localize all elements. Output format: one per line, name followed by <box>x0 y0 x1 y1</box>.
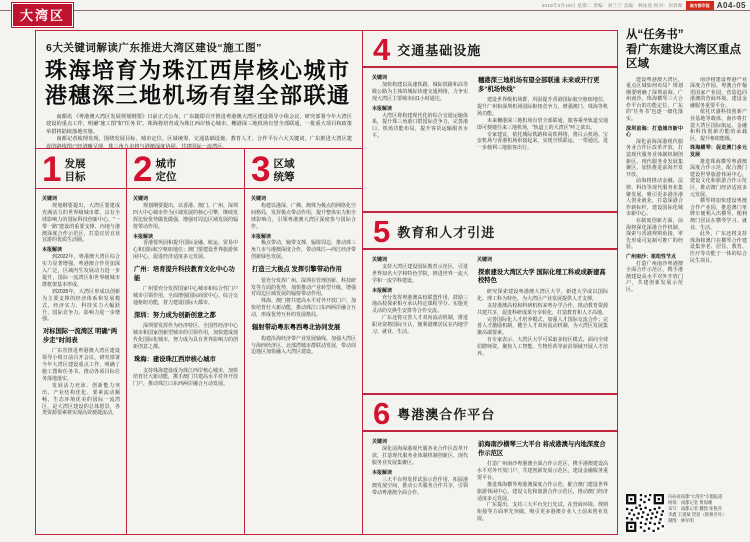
kicker: 6大关键词解读广东推进大湾区建设“施工图” <box>46 42 262 54</box>
text-line: 南都记者梳理发现，围绕发展目标、城市定位、区域统筹、交通基础设施、教育人才、合作平台六大关键词，广东推进大湾区建设的路线图已经清晰呈现，珠三角九市将与港澳深度协同、共建国际一流湾区。 <box>46 136 352 150</box>
subheading: 关键词 <box>42 196 58 202</box>
column-section-1 <box>36 149 126 534</box>
paragraph: 到2022年，粤港澳大湾区综合实力显著增强，粤港澳合作更加深入广泛，区域内生发展动力进一步提升，国际一流湾区和世界级城市群框架基本形成。 <box>42 254 120 288</box>
section-6-right-column <box>477 436 608 530</box>
paragraph: 支持港澳高校和科研机构来粤办学合作，推动教育资源共建共享，促进科研成果分享转化，打造教育和人才高地。 <box>477 302 608 316</box>
subheading: 广州：培育提升科技教育文化中心功能 <box>134 266 235 282</box>
page-number: A04-05 <box>716 1 746 10</box>
paragraph: 规划纲要提出，以香港、澳门、广州、深圳四大中心城市作为区域发展的核心引擎，继续发挥比较优势做优做强，增强对周边区域发展的辐射带动作用。 <box>133 202 239 230</box>
subheading: 本报解读 <box>251 233 272 240</box>
column-3-body <box>245 189 362 534</box>
side-article <box>626 28 747 538</box>
right-sections-region <box>363 31 617 534</box>
section-5-right-column <box>477 254 608 389</box>
text-line: 统筹：南都记者 黄海珊 <box>668 500 713 505</box>
section-number-5: 5 <box>373 214 391 249</box>
main-article-box <box>35 30 618 535</box>
paragraph: 极点带动，轴带支撑，辐射周边，推动珠三角九市与港澳深度合作，带动珠江—西江经济带创新绿色发展。 <box>251 240 357 261</box>
section-5-left-column <box>372 254 468 389</box>
paragraph: 广东省推进粤港澳大湾区建设领导小组日前召开会议，研究部署今年大湾区建设重点工作，明确了施工图和任务书，推动各项目标任务落地落实。 <box>42 348 120 382</box>
section-title-2 <box>155 154 176 183</box>
section-6-header <box>363 395 617 432</box>
qr-code <box>626 494 664 532</box>
paragraph: 打造广州南沙粤港澳全面合作示范区，携手港澳建设高水平对外开放门户，共建创新发展示范区。 <box>626 260 683 293</box>
side-article-title <box>626 28 747 72</box>
side-title-line2: 看广东建设大湾区重点区域 <box>626 43 741 70</box>
masthead-rule <box>0 10 750 11</box>
section-number-3: 3 <box>251 150 271 189</box>
column-1-header <box>36 149 126 189</box>
section-title-2-line2: 定位 <box>155 170 177 183</box>
subheading: 珠海横琴：促进澳门多元发展 <box>690 145 747 159</box>
subheading: 对标国际一流湾区 明确“两步走”时间表 <box>43 328 118 344</box>
section-title-2-line1: 城市 <box>155 158 177 170</box>
subheading: 本报解读 <box>372 105 393 112</box>
keyword-columns <box>36 148 362 534</box>
section-4-left-column <box>372 72 468 207</box>
text-line: 制图：林军明 <box>668 518 694 523</box>
paragraph: 要充分发挥广州、深圳在管理创新、科技研发等方面的优势，加快推动产业转型升级，增强对周边区域发展的辐射带动作用。 <box>251 277 357 298</box>
paragraph: 广东提出，支持三大平台先行先试，在营商环境、规则衔接等方面率先突破，吸引更多港澳专业人士前来创业发展。 <box>477 502 608 523</box>
section-number-6: 6 <box>373 396 391 431</box>
paragraph: 构建以港深、广佛、澳珠为极点的网络化空间格局，发挥极点带动作用，提升整体实力和全球影响力，引领粤港澳大湾区深度参与国际合作。 <box>251 202 357 230</box>
section-banner: 大湾区 <box>12 3 73 27</box>
paragraph: 推进珠海横琴粤港澳深度合作示范，配合澳门建设世界旅游休闲中心，建设文化和旅游合作示范区，推动澳门经济适度多元发展。 <box>690 158 747 198</box>
section-title-3 <box>273 154 294 183</box>
paragraph: 研究探索建设粤港澳大湾区大学，新建大学或以国际化、理工科为特色，为大湾区产业发展提供人才支撑。 <box>477 288 608 302</box>
subheading: 本报解读 <box>133 233 154 240</box>
paragraph: 广州要充分发挥国家中心城市和综合性门户城市引领作用，全面增强国际商贸中心、综合交通枢纽功能，着力建设国际大都市。 <box>133 286 239 306</box>
paragraph: 深化前海深港现代服务业合作区改革开放，打造现代服务业体制机制创新区、现代服务业发展集聚区，加快推进前海开发开放。 <box>626 138 683 178</box>
paragraph: 充分发挥粤港澳高校联盟作用，鼓励三地高校探索相互承认特定课程学分、实施更灵活的交换生安排等合作交流。 <box>372 294 468 315</box>
headline-line-2: 港穗深三地机场有望全部联通 <box>45 83 351 108</box>
column-section-3 <box>244 149 362 534</box>
section-title-4: 交通基础设施 <box>397 43 482 58</box>
section-6-platform <box>363 393 617 534</box>
subheading: 本报解读 <box>372 287 393 294</box>
subheading: 关键词 <box>372 257 388 263</box>
paragraph: 加快构建以高速铁路、城际铁路和高等级公路为主体的城际快速交通网络，力争实现大湾区主要城市间1小时通达。 <box>372 81 468 102</box>
paragraph: 横琴将加快建设粤澳合作产业园，推进澳门单牌车便利入出横琴，便利澳门居民在横琴学习、就业、生活。 <box>690 198 747 231</box>
paragraph: 构建沿海经济带产业发展轴线，加强大湾区与海西经济区、北部湾城市群联动发展，带动周边地区加快融入大湾区建设。 <box>251 335 357 356</box>
section-5-body <box>363 250 617 393</box>
paragraph: 推进珠海横琴粤港澳深度合作示范，配合澳门建设世界旅游休闲中心，建设文化和旅游合作示范区，推动澳门经济适度多元发展。 <box>477 481 608 502</box>
subheading: 深圳前海：打造城市新中心 <box>626 125 683 139</box>
paragraph: 到2035年，大湾区形成以创新为主要支撑的经济体系和发展模式，经济实力、科技实力大幅跃升，国际竞争力、影响力进一步增强。 <box>42 288 120 323</box>
paragraph: 有专家表示，大湾区大学可采取多校区模式，面向全球招聘师资，聚焦人工智能、生物医药等前沿领域开展人才培养。 <box>477 337 608 358</box>
section-4-transport <box>363 31 617 211</box>
subheading: 关键词 <box>372 75 388 81</box>
credits <box>668 494 726 524</box>
column-2-header <box>127 149 244 189</box>
subheading: 关键词 <box>251 196 267 202</box>
section-4-right-column <box>477 72 608 207</box>
paragraph: 规划纲要提出，大湾区要建成充满活力的世界级城市群、具有全球影响力的国际科技创新中心、“一带一路”建设的重要支撑、内地与港澳深度合作示范区，打造宜居宜业宜游的优质生活圈。 <box>42 202 120 244</box>
column-section-2 <box>126 149 244 534</box>
paragraph: 此外，广东还将支持珠海和澳门在横琴合作建设集养老、居住、教育、医疗等功能于一体的综合民生项目。 <box>690 231 747 264</box>
side-column-2 <box>690 77 747 492</box>
headline-line-1: 珠海培育为珠江西岸核心城市 <box>45 58 351 83</box>
section-4-body <box>363 68 617 211</box>
side-column-1 <box>626 77 683 492</box>
subheading: 本报解读 <box>42 247 63 254</box>
paragraph: 完善国际化人才培养模式，加强人才国际交流合作；完善人才激励机制，健全人才双向流动机制，为大湾区发展集聚高端要素。 <box>477 316 608 337</box>
subheading: 关键词 <box>133 196 149 202</box>
section-title-1-line1: 发展 <box>64 158 86 170</box>
lead-article-region <box>36 31 363 534</box>
paragraph: 深化前海深港现代服务业合作区改革开放，打造现代服务业体制机制创新区、现代服务业发展集聚区。 <box>372 445 468 466</box>
paragraph: 南沙将建设粤港产业深度合作园、粤澳合作葡语国家产业园，营造趋同港澳的营商环境，建设金融服务重要平台。 <box>690 76 747 109</box>
text-line: 扫码看南都“大湾区”专题报道 <box>668 494 723 499</box>
subheading: 穗港深三地机场有望全部联通 未来或开行更多“机场快线” <box>478 77 600 93</box>
text-line: 李鑫 王道斌 贺蓓（除署名外） <box>668 512 727 517</box>
dateline: 2019年2月19日 星期二 责编：刘兰兰 美编：林泳希 校对：何春晖 <box>541 2 683 8</box>
paragraph: 在制度创新方面，前海将深化深港合作机制，探索与香港规则衔接，率先形成可复制可推广的经验。 <box>626 217 683 251</box>
paragraph: 建设世界级机场群，巩固提升香港国际航空枢纽地位，提升广州和深圳机场国际枢纽竞争力，增强澳门、珠海等机场功能。 <box>477 97 608 117</box>
subheading: 打造三大极点 发挥引擎带动作用 <box>252 266 342 274</box>
section-title-3-line2: 统筹 <box>273 170 295 183</box>
section-6-body <box>363 432 617 534</box>
section-title-1 <box>64 154 85 183</box>
subheading: 本报解读 <box>372 469 393 476</box>
paragraph: 专家建议，依托城际铁路和高铁网络，将白云机场、宝安机场与香港机场衔接起来，实现空铁联运、一票通达，进一步便利三地旅客出行。 <box>477 131 608 152</box>
paragraph: 支持大湾区建设国际教育示范区，引进世界知名大学和特色学院，推进世界一流大学和一流学科建设。 <box>372 263 468 284</box>
side-title-line1: 从“任务书” <box>626 29 684 41</box>
text-line: 南都讯 《粤港澳大湾区发展规划纲要》日前正式公布，广东随即召开推进粤港澳大湾区建设领导小组会议，研究部署今年大湾区建设的重点工作，明确“施工图”和“任务书”。珠海将培育成为珠江西岸核心城市，穗港深三地机场有望全部联通，一批重大项目和政策举措将陆续落地实施。 <box>46 114 352 135</box>
section-title-3-line1: 区域 <box>273 158 295 170</box>
paragraph: 发展活力充沛、创新能力突出、产业结构优化、要素流动顺畅、生态环境优美的国际一流湾区，是大湾区建设的总体愿景，各类资源要素将实现高效便捷流动。 <box>42 382 120 417</box>
paragraph: 打造广州南沙粤港澳全面合作示范区，携手港澳建设高水平对外开放门户，共建创新发展示范区，建设金融服务重要平台。 <box>477 461 608 481</box>
masthead-info <box>542 1 746 10</box>
section-title-1-line2: 目标 <box>64 170 86 183</box>
paragraph: 香港要巩固和提升国际金融、航运、贸易中心和国际航空枢纽地位；澳门要建设世界旅游休闲中心，促进经济适度多元发展。 <box>133 240 239 261</box>
column-2-body <box>127 189 244 534</box>
section-number-4: 4 <box>373 32 391 67</box>
section-5-education <box>363 211 617 393</box>
subheading: 前海南沙横琴三大平台 将成港澳与内地深度合作示范区 <box>478 441 606 457</box>
paragraph: 广东还将完善人才双向流动机制，推进职业资格国际互认，便利港澳居民在内地学习、就业、生活。 <box>372 315 468 336</box>
subheading: 珠海：建设珠江西岸核心城市 <box>134 356 216 363</box>
subheading: 广州南沙：枢纽性节点 <box>626 253 677 260</box>
subheading: 关键词 <box>477 257 493 263</box>
paragraph: 珠海、澳门将共建高水平对外开放门户，加快培育壮大新动能，推动珠江口东西两岸融合互动，形成优势互补的发展格局。 <box>251 298 357 319</box>
side-article-columns <box>626 77 747 492</box>
section-number-2: 2 <box>133 150 153 189</box>
lead-paragraphs <box>46 114 352 151</box>
section-number-1: 1 <box>42 150 62 189</box>
subheading: 辐射带动粤东粤西粤北协同发展 <box>252 324 341 332</box>
paragraph: 前海将推动金融、法律、科技等现代服务业集聚发展，吸引更多港企港人创业就业，打造深港合作新标杆，建设国际化城市新中心。 <box>626 178 683 218</box>
section-4-header <box>363 31 617 68</box>
section-5-header <box>363 213 617 250</box>
subheading: 探索建设大湾区大学 国际化理工科或成新建高校特色 <box>478 268 606 285</box>
paragraph: 深圳要发挥作为经济特区、全国性经济中心城市和国家创新型城市的引领作用，加快建成现代化国际化城市，努力成为具有世界影响力的创新创意之都。 <box>133 323 239 351</box>
paragraph: 三大平台将发挥试验示范作用，拓展港澳发展空间，推动公共服务合作共享，引领带动粤港澳全面合作。 <box>372 476 468 497</box>
side-article-footer <box>626 491 747 538</box>
paragraph: 支持珠海建设成为珠江西岸核心城市，加快培育壮大新动能，携手澳门共建高水平对外开放门户，推动珠江口东西两岸融合互动发展。 <box>133 367 239 388</box>
column-3-header <box>245 149 362 189</box>
newspaper-logo: 南方都市报 <box>686 1 714 10</box>
subheading: 关键词 <box>372 439 388 445</box>
paragraph: 建设粤港澳大湾区，重点区域如何布局？规划纲要明确了深圳前海、广州南沙、珠海横琴三大合作平台的功能定位，广东的“任务书”也逐一细化落实。 <box>626 76 683 123</box>
headline <box>45 58 353 108</box>
section-title-5: 教育和人才引进 <box>397 225 496 240</box>
section-6-left-column <box>372 436 468 530</box>
paragraph: 依托庆盛科技创新产业基地等载体，南沙将打造大湾区国际航运、金融和科技创新功能的承载区，提升枢纽能级。 <box>690 109 747 142</box>
section-title-6: 粤港澳合作平台 <box>397 407 496 422</box>
subheading: 深圳：努力成为创新创意之都 <box>134 311 216 319</box>
column-1-body <box>36 189 126 534</box>
text-line: 采写：南都记者 魏凯 张艳芬 <box>668 506 722 511</box>
paragraph: 未来穗港深三地机场有望全部联通，旅客乘坐轨道交通即可便捷往来三地机场，“轨道上的大湾区”呼之欲出。 <box>477 117 608 131</box>
paragraph: 大湾区将构建现代化的综合交通运输体系，提升珠三角港口群国际竞争力，完善港口、机场功能布局，提升客货运输服务水平。 <box>372 112 468 140</box>
